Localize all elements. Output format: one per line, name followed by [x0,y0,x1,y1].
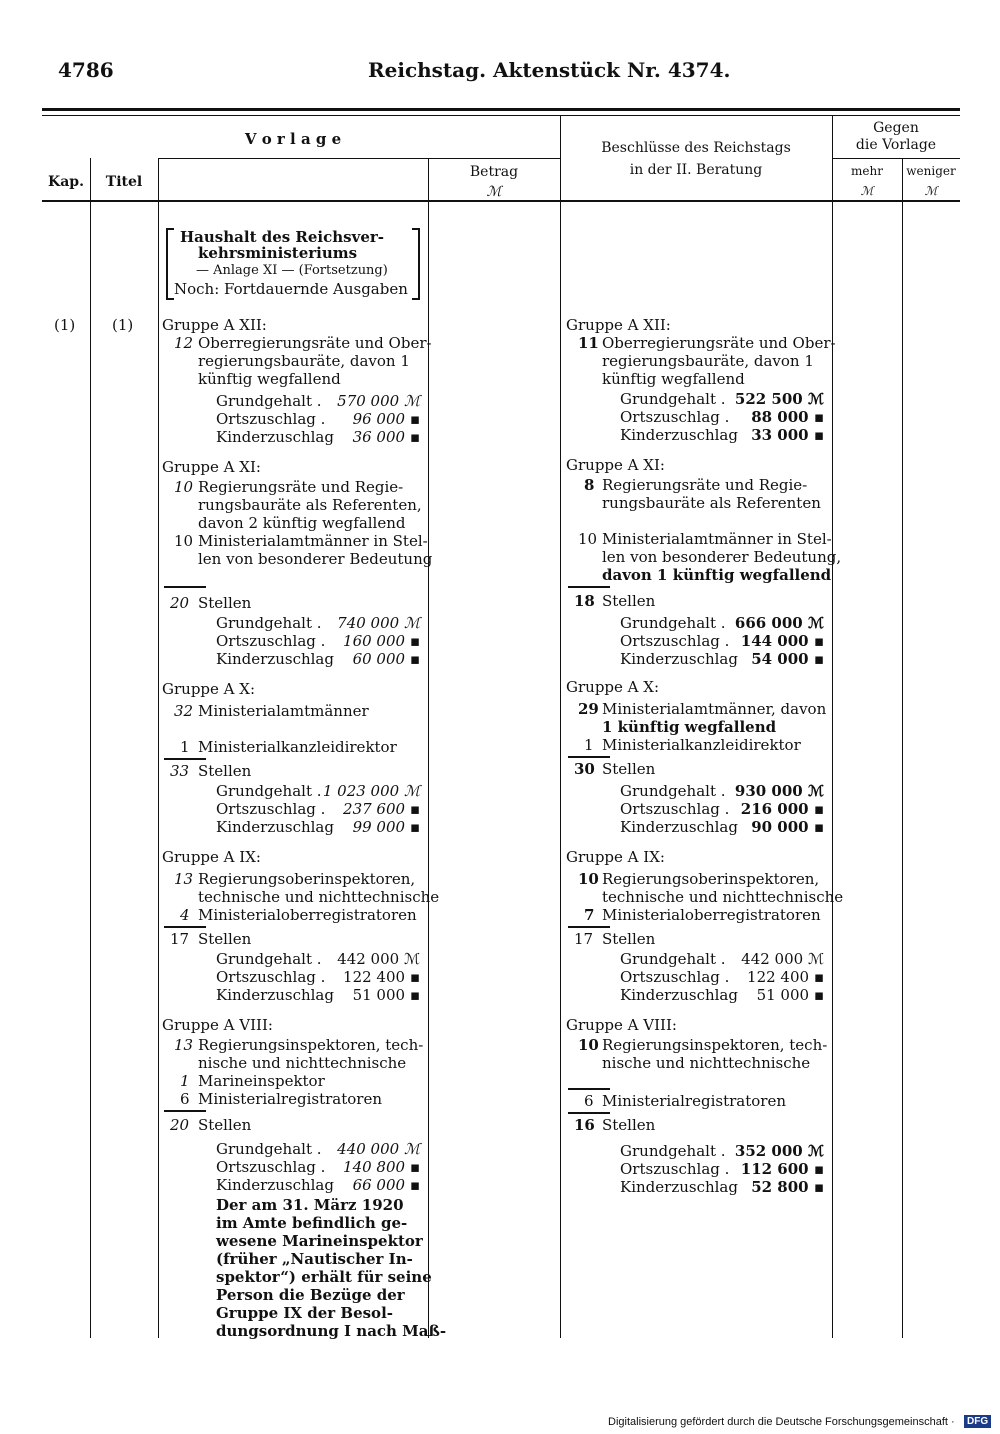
left-a9-total: Stellen [198,930,252,948]
right-a10-line1b: 1 künftig wegfallend [602,718,777,736]
right-a10-ortszuschlag: Ortszuschlag . [620,800,730,818]
right-a8-count1: 10 [578,1036,599,1054]
col-head-vorlage: V o r l a g e [244,130,342,148]
right-a11-grundgehalt-value: 666 000 ℳ [734,614,824,632]
left-a10-line2: Ministerialkanzleidirektor [198,738,397,756]
right-a9-count2: 7 [584,906,595,924]
right-a9-count1: 10 [578,870,599,888]
section-title-1: Haushalt des Reichsver- [180,228,384,246]
right-a12-grundgehalt-value: 522 500 ℳ [734,390,824,408]
header-bottom-rule [42,200,960,202]
left-a11-count1: 10 [174,478,194,496]
right-a9-ortszuschlag: Ortszuschlag . [620,968,730,986]
left-a11-grundgehalt: Grundgehalt . [216,614,322,632]
col-head-betrag: Betrag [469,164,519,180]
left-a11-line3: davon 2 künftig wegfallend [198,514,406,532]
left-a8-line4: Ministerialregistratoren [198,1090,382,1108]
left-a9-total-count: 17 [170,930,190,948]
left-a11-kinderzuschlag: Kinderzuschlag [216,650,334,668]
section-bracket-right [412,228,420,300]
gegen-under-rule [832,158,960,159]
right-a10-kinderzuschlag-value: 90 000 ▪ [751,818,824,836]
vorlage-under-rule [158,158,560,159]
right-a11-line6: davon 1 künftig wegfallend [602,566,832,584]
right-a12-ortszuschlag-value: 88 000 ▪ [751,408,824,426]
col-head-beschluesse-1: Beschlüsse des Reichstags [601,140,791,156]
left-a8-line1: Regierungsinspektoren, tech- [198,1036,424,1054]
right-a9-ortszuschlag-value: 122 400 ▪ [747,968,824,986]
left-a10-grundgehalt: Grundgehalt . [216,782,322,800]
footer-credit: Digitalisierung gefördert durch die Deutsche Forschungsgemeinschaft · [608,1416,955,1428]
left-a8-count2: 1 [180,1072,190,1090]
right-a12-ortszuschlag: Ortszuschlag . [620,408,730,426]
right-a10-grundgehalt: Grundgehalt . [620,782,726,800]
right-a10-total: Stellen [602,760,656,778]
right-a11-kinderzuschlag-value: 54 000 ▪ [751,650,824,668]
left-a10-ortszuschlag-value: 237 600 ▪ [343,800,420,818]
right-a8-line4: Ministerialregistratoren [602,1092,786,1110]
right-a11-total: Stellen [602,592,656,610]
left-a12-grundgehalt: Grundgehalt . [216,392,322,410]
right-a12-kinderzuschlag: Kinderzuschlag [620,426,738,444]
col-head-betrag-unit: ℳ [486,184,502,200]
right-a10-line2: Ministerialkanzleidirektor [602,736,801,754]
left-a10-kinderzuschlag-value: 99 000 ▪ [352,818,420,836]
left-note-line1: Der am 31. März 1920 [216,1196,404,1214]
col-head-beschluesse-2: in der II. Beratung [629,162,763,178]
right-a10-count2: 1 [584,736,594,754]
right-a10-kinderzuschlag: Kinderzuschlag [620,818,738,836]
left-a11-total: Stellen [198,594,252,612]
left-a10-total: Stellen [198,762,252,780]
left-a11-ortszuschlag-value: 160 000 ▪ [343,632,420,650]
left-a8-total-count: 20 [170,1116,190,1134]
left-a12-ortszuschlag: Ortszuschlag . [216,410,326,428]
left-a10-line1: Ministerialamtmänner [198,702,369,720]
right-a9-line3: Ministerialoberregistratoren [602,906,821,924]
left-a11-count2: 10 [174,532,194,550]
right-a12-line1: Oberregierungsräte und Ober- [602,334,836,352]
left-note-line3: wesene Marineinspektor [216,1232,423,1250]
col-rule-gegen [832,116,833,1338]
left-a10-kinderzuschlag: Kinderzuschlag [216,818,334,836]
right-a9-heading: Gruppe A IX: [566,848,665,866]
right-a10-ortszuschlag-value: 216 000 ▪ [740,800,824,818]
left-a11-line4: Ministerialamtmänner in Stel- [198,532,428,550]
col-head-weniger-unit: ℳ [924,184,938,198]
left-a12-grundgehalt-value: 570 000 ℳ [337,392,420,410]
left-a8-ortszuschlag: Ortszuschlag . [216,1158,326,1176]
left-a8-kinderzuschlag-value: 66 000 ▪ [352,1176,420,1194]
left-a9-sum-rule [164,926,206,928]
right-a9-grundgehalt: Grundgehalt . [620,950,726,968]
left-a11-grundgehalt-value: 740 000 ℳ [337,614,420,632]
left-a11-line5: len von besonderer Bedeutung [198,550,433,568]
col-head-kap: Kap. [48,174,84,190]
left-a10-ortszuschlag: Ortszuschlag . [216,800,326,818]
left-a9-grundgehalt: Grundgehalt . [216,950,322,968]
left-a8-sum-rule [164,1110,206,1112]
right-a9-sum-rule [568,926,610,928]
right-a9-total-count: 17 [574,930,594,948]
right-a8-grundgehalt: Grundgehalt . [620,1142,726,1160]
left-note-line4: (früher „Nautischer In- [216,1250,413,1268]
right-a9-total: Stellen [602,930,656,948]
right-a8-line1: Regierungsinspektoren, tech- [602,1036,828,1054]
left-a10-heading: Gruppe A X: [162,680,255,698]
left-a10-sum-rule [164,758,206,760]
right-a8-total: Stellen [602,1116,656,1134]
left-a9-count2: 4 [180,906,190,924]
left-a12-kinderzuschlag-value: 36 000 ▪ [352,428,420,446]
left-note-line6: Person die Bezüge der [216,1286,405,1304]
right-a11-line5: len von besonderer Bedeutung, [602,548,842,566]
right-a8-sum-rule [568,1112,610,1114]
left-a9-count1: 13 [174,870,194,888]
right-a10-total-count: 30 [574,760,595,778]
left-a11-kinderzuschlag-value: 60 000 ▪ [352,650,420,668]
left-a12-heading: Gruppe A XII: [162,316,267,334]
left-a8-heading: Gruppe A VIII: [162,1016,273,1034]
left-a9-ortszuschlag: Ortszuschlag . [216,968,326,986]
right-a12-heading: Gruppe A XII: [566,316,671,334]
left-a9-ortszuschlag-value: 122 400 ▪ [343,968,420,986]
col-head-gegen-2: die Vorlage [855,137,937,153]
right-a9-line2: technische und nichttechnische [602,888,844,906]
right-a11-total-count: 18 [574,592,595,610]
left-a12-line2: regierungsbauräte, davon 1 [198,352,410,370]
left-a11-sum-rule [164,586,206,588]
left-a9-line1: Regierungsoberinspektoren, [198,870,416,888]
left-a8-line2: nische und nichttechnische [198,1054,407,1072]
left-a9-grundgehalt-value: 442 000 ℳ [337,950,420,968]
right-a8-kinderzuschlag-value: 52 800 ▪ [751,1178,824,1196]
left-a8-total: Stellen [198,1116,252,1134]
left-a12-line3: künftig wegfallend [198,370,341,388]
top-rule-thick [42,108,960,111]
left-a12-line1: Oberregierungsräte und Ober- [198,334,432,352]
left-a9-kinderzuschlag: Kinderzuschlag [216,986,334,1004]
col-rule-mehr [902,158,903,1338]
left-a12-ortszuschlag-value: 96 000 ▪ [352,410,420,428]
col-rule-beschluesse [560,116,561,1338]
left-a11-total-count: 20 [170,594,190,612]
left-a8-grundgehalt: Grundgehalt . [216,1140,322,1158]
left-a11-ortszuschlag: Ortszuschlag . [216,632,326,650]
right-a8-line2: nische und nichttechnische [602,1054,811,1072]
left-a12-kinderzuschlag: Kinderzuschlag [216,428,334,446]
kap-value: (1) [54,316,76,334]
left-a8-count3: 6 [180,1090,190,1108]
left-note-line8: dungsordnung I nach Maß- [216,1322,447,1340]
right-a12-count: 11 [578,334,599,352]
dfg-logo: DFG [964,1415,991,1428]
right-a11-heading: Gruppe A XI: [566,456,665,474]
right-a10-grundgehalt-value: 930 000 ℳ [734,782,824,800]
right-a8-count3: 6 [584,1092,594,1110]
right-a11-line1: Regierungsräte und Regie- [602,476,808,494]
left-a9-heading: Gruppe A IX: [162,848,261,866]
section-anlage: — Anlage XI — (Fortsetzung) [196,263,388,278]
right-a8-heading: Gruppe A VIII: [566,1016,677,1034]
col-head-mehr-unit: ℳ [860,184,874,198]
right-a12-line3: künftig wegfallend [602,370,745,388]
col-head-mehr: mehr [851,164,883,178]
section-title-2: kehrsministeriums [198,244,358,262]
right-a8-rule [568,1088,610,1090]
right-a8-grundgehalt-value: 352 000 ℳ [734,1142,824,1160]
left-a8-ortszuschlag-value: 140 800 ▪ [343,1158,420,1176]
right-a10-heading: Gruppe A X: [566,678,659,696]
right-a12-grundgehalt: Grundgehalt . [620,390,726,408]
right-a9-grundgehalt-value: 442 000 ℳ [741,950,824,968]
right-a11-grundgehalt: Grundgehalt . [620,614,726,632]
left-a10-count2: 1 [180,738,190,756]
right-a11-ortszuschlag: Ortszuschlag . [620,632,730,650]
right-a9-line1: Regierungsoberinspektoren, [602,870,820,888]
left-a8-grundgehalt-value: 440 000 ℳ [337,1140,420,1158]
left-a11-heading: Gruppe A XI: [162,458,261,476]
col-head-gegen-1: Gegen [873,120,919,136]
right-a11-count1: 8 [584,476,595,494]
right-a9-kinderzuschlag: Kinderzuschlag [620,986,738,1004]
left-note-line2: im Amte befindlich ge- [216,1214,408,1232]
right-a11-count2: 10 [578,530,598,548]
page-number: 4786 [58,58,114,82]
right-a8-kinderzuschlag: Kinderzuschlag [620,1178,738,1196]
titel-value: (1) [112,316,134,334]
left-a9-line2: technische und nichttechnische [198,888,440,906]
col-head-weniger: weniger [906,164,956,178]
right-a12-kinderzuschlag-value: 33 000 ▪ [751,426,824,444]
left-a10-total-count: 33 [170,762,190,780]
left-a11-line1: Regierungsräte und Regie- [198,478,404,496]
top-rule-thin [42,115,960,116]
left-a12-count: 12 [174,334,194,352]
right-a11-line4: Ministerialamtmänner in Stel- [602,530,832,548]
left-note-line7: Gruppe IX der Besol- [216,1304,393,1322]
col-rule-titel [158,158,159,1338]
right-a11-kinderzuschlag: Kinderzuschlag [620,650,738,668]
left-note-line5: spektor“) erhält für seine [216,1268,432,1286]
right-a10-sum-rule [568,756,610,758]
right-a10-count1: 29 [578,700,599,718]
left-a9-line3: Ministerialoberregistratoren [198,906,417,924]
left-a9-kinderzuschlag-value: 51 000 ▪ [352,986,420,1004]
left-a11-line2: rungsbauräte als Referenten, [198,496,422,514]
right-a11-line2: rungsbauräte als Referenten [602,494,821,512]
right-a10-line1: Ministerialamtmänner, davon [602,700,827,718]
col-head-titel: Titel [105,174,143,190]
section-noch: Noch: Fortdauernde Ausgaben [174,280,408,298]
right-a11-sum-rule [568,586,610,588]
right-a8-ortszuschlag: Ortszuschlag . [620,1160,730,1178]
right-a12-line2: regierungsbauräte, davon 1 [602,352,814,370]
left-a10-count1: 32 [174,702,194,720]
left-a8-kinderzuschlag: Kinderzuschlag [216,1176,334,1194]
col-rule-kap [90,158,91,1338]
left-a8-line3: Marineinspektor [198,1072,325,1090]
section-bracket-left [166,228,174,300]
left-a10-grundgehalt-value: 1 023 000 ℳ [322,782,420,800]
right-a9-kinderzuschlag-value: 51 000 ▪ [756,986,824,1004]
left-a8-count1: 13 [174,1036,194,1054]
right-a8-total-count: 16 [574,1116,595,1134]
right-a11-ortszuschlag-value: 144 000 ▪ [740,632,824,650]
right-a8-ortszuschlag-value: 112 600 ▪ [740,1160,824,1178]
page-title: Reichstag. Aktenstück Nr. 4374. [368,58,731,82]
